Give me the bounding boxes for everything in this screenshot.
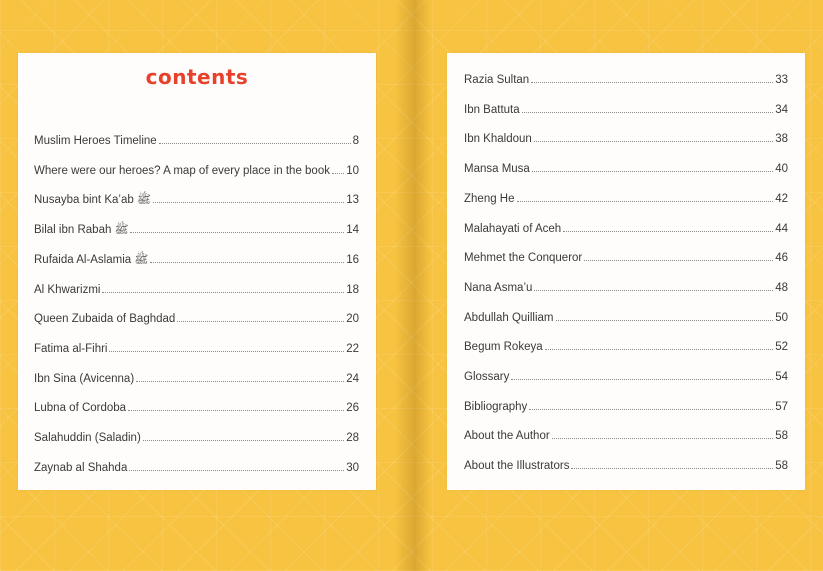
toc-entry-title: Rufaida Al-Aslamia ﷺ	[34, 253, 149, 266]
contents-panel-left	[18, 53, 376, 490]
toc-dot-leader	[552, 427, 774, 439]
toc-entry	[464, 279, 788, 295]
contents-title: contents	[145, 65, 249, 89]
toc-dot-leader	[109, 340, 344, 352]
toc-entry-title: Mehmet the Conqueror	[464, 252, 583, 265]
toc-entry-title: About the Illustrators	[464, 460, 570, 473]
toc-entry-page-number: 50	[775, 311, 788, 324]
toc-entry-page-number: 28	[346, 432, 359, 444]
toc-entry	[34, 459, 359, 475]
toc-entry	[464, 309, 788, 325]
toc-entry-page-number: 20	[346, 313, 359, 326]
toc-entry-page-number: 58	[775, 460, 788, 473]
toc-entry	[34, 191, 359, 207]
toc-entry	[34, 340, 359, 356]
toc-entry-title: About the Author	[464, 430, 550, 443]
toc-dot-leader	[529, 398, 773, 410]
toc-dot-leader	[102, 281, 344, 293]
toc-entry-title: Queen Zubaida of Baghdad	[34, 313, 176, 326]
toc-dot-leader	[159, 132, 351, 144]
toc-entry	[464, 427, 788, 443]
toc-dot-leader	[532, 160, 773, 172]
toc-dot-leader	[143, 429, 344, 441]
toc-entry	[464, 71, 788, 87]
toc-entry-page-number: 22	[346, 342, 359, 355]
toc-entry-title: Muslim Heroes Timeline	[34, 135, 157, 147]
toc-entry-title: Bilal ibn Rabah ﷺ	[34, 224, 129, 237]
toc-entry-page-number: 18	[346, 283, 359, 296]
toc-entry	[34, 370, 359, 386]
toc-entry-title: Al Khwarizmi	[34, 283, 101, 296]
toc-dot-leader	[128, 399, 344, 411]
toc-entry-title: Bibliography	[464, 400, 528, 413]
toc-entry-title: Begum Rokeya	[464, 341, 543, 354]
toc-entry	[34, 310, 359, 326]
toc-entry-page-number: 52	[775, 341, 788, 354]
toc-entry-title: Ibn Battuta	[464, 103, 520, 116]
toc-dot-leader	[136, 370, 344, 382]
toc-entry	[464, 220, 788, 236]
toc-dot-leader	[150, 251, 344, 263]
toc-entry-page-number: 14	[346, 224, 359, 237]
toc-entry	[34, 162, 359, 178]
contents-panel-right	[447, 53, 805, 490]
toc-entry	[464, 457, 788, 473]
toc-dot-leader	[545, 338, 774, 350]
toc-dot-leader	[571, 457, 773, 469]
toc-entry	[34, 281, 359, 297]
toc-entry	[464, 249, 788, 265]
toc-entry	[464, 160, 788, 176]
toc-entry-page-number: 57	[775, 400, 788, 413]
toc-dot-leader	[531, 71, 773, 83]
toc-entry-title: Zheng He	[464, 192, 515, 205]
toc-entry-page-number: 38	[775, 133, 788, 146]
toc-entry-title: Ibn Khaldoun	[464, 133, 532, 146]
toc-entry-title: Where were our heroes? A map of every place in the book	[34, 164, 330, 177]
toc-entry	[34, 221, 359, 237]
toc-entry-title: Razia Sultan	[464, 74, 530, 86]
book-gutter	[395, 0, 431, 571]
toc-entry	[34, 251, 359, 267]
toc-entry-page-number: 10	[346, 164, 359, 177]
toc-entry	[34, 399, 359, 415]
toc-dot-leader	[177, 310, 344, 322]
toc-entry	[464, 130, 788, 146]
toc-entry-page-number: 33	[775, 74, 788, 86]
toc-dot-leader	[563, 220, 773, 232]
toc-entry	[464, 398, 788, 414]
toc-entry-page-number: 30	[346, 461, 359, 474]
toc-dot-leader	[130, 221, 344, 233]
toc-dot-leader	[584, 249, 773, 261]
toc-dot-leader	[129, 459, 344, 471]
toc-entry-page-number: 26	[346, 402, 359, 415]
toc-entry-page-number: 42	[775, 192, 788, 205]
toc-entry-title: Abdullah Quilliam	[464, 311, 554, 324]
toc-dot-leader	[534, 130, 773, 142]
toc-entry-page-number: 58	[775, 430, 788, 443]
toc-entry-title: Fatima al-Fihri	[34, 342, 108, 355]
toc-entry-page-number: 48	[775, 281, 788, 294]
toc-entry-title: Malahayati of Aceh	[464, 222, 562, 235]
toc-entry-title: Mansa Musa	[464, 163, 530, 176]
toc-dot-leader	[511, 368, 773, 380]
toc-entry-title: Ibn Sina (Avicenna)	[34, 372, 135, 385]
toc-entry-page-number: 46	[775, 252, 788, 265]
toc-entry	[34, 132, 359, 148]
toc-dot-leader	[534, 279, 773, 291]
toc-dot-leader	[517, 190, 774, 202]
toc-entry-page-number: 44	[775, 222, 788, 235]
toc-dot-leader	[556, 309, 774, 321]
toc-dot-leader	[522, 101, 774, 113]
toc-entry-page-number: 13	[346, 194, 359, 207]
toc-entry-title: Zaynab al Shahda	[34, 461, 128, 474]
toc-entry-page-number: 8	[352, 135, 359, 147]
toc-dot-leader	[332, 162, 344, 174]
toc-entry	[464, 190, 788, 206]
toc-entry	[34, 429, 359, 445]
toc-entry-title: Salahuddin (Saladin)	[34, 432, 141, 444]
toc-entry-page-number: 24	[346, 372, 359, 385]
toc-entry-page-number: 54	[775, 371, 788, 383]
toc-dot-leader	[153, 191, 344, 203]
toc-entry-title: Lubna of Cordoba	[34, 402, 127, 415]
toc-entry	[464, 101, 788, 117]
toc-entry-page-number: 40	[775, 163, 788, 176]
toc-entry	[464, 368, 788, 384]
toc-entry	[464, 338, 788, 354]
toc-entry-page-number: 34	[775, 103, 788, 116]
toc-entry-title: Nusayba bint Ka’ab ﷺ	[34, 194, 151, 207]
toc-entry-title: Glossary	[464, 371, 510, 383]
toc-entry-page-number: 16	[346, 253, 359, 266]
toc-entry-title: Nana Asma’u	[464, 281, 533, 294]
